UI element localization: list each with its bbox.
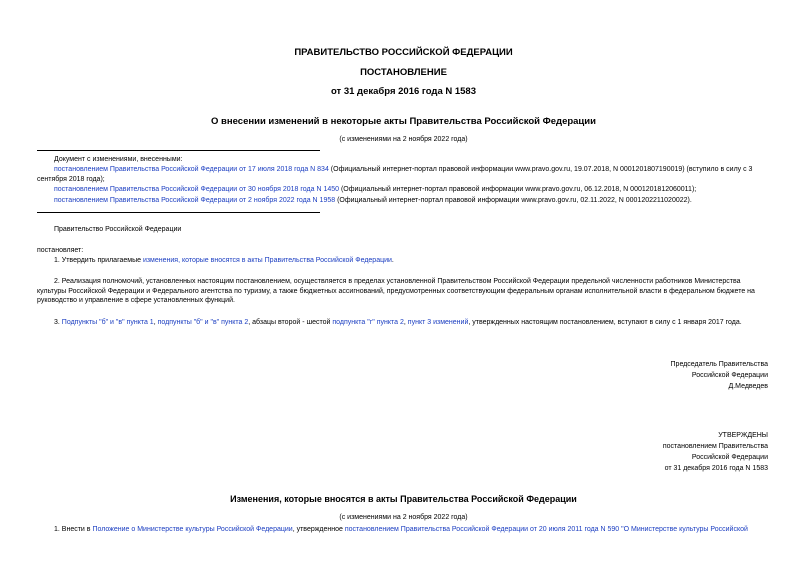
paragraph-3: 3. Подпункты "б" и "в" пункта 1, подпункты "б" и "в" пункта 2, абзацы второй - шестой подпункта "г" пункта 2, пункт 3 изменений, утвержденных настоящим постановлением, вступают в силу с 1 января 2017 года. [54,319,742,326]
signature-org: Российской Федерации [691,372,768,379]
signature-block [671,359,768,392]
change-text-1: (Официальный интернет-портал правовой информации www.pravo.gov.ru, 19.07.2018, N 0001201807190019) (вступило в силу с 3 сентября 2018 года); [37,166,753,183]
change-link-2[interactable]: постановлением Правительства Российской Федерации от 30 ноября 2018 года N 1450 [54,186,340,193]
approval-line-1: УТВЕРЖДЕНЫ [718,432,768,439]
date-heading: от 31 декабря 2016 года N 1583 [330,86,476,97]
approval-line-4: от 31 декабря 2016 года N 1583 [664,465,768,472]
approval-line-2: постановлением Правительства [662,443,768,450]
org-heading: ПРАВИТЕЛЬСТВО РОССИЙСКОЙ ФЕДЕРАЦИИ [294,47,513,58]
divider-bottom [37,212,320,213]
change-text-2: (Официальный интернет-портал правовой информации www.pravo.gov.ru, 06.12.2018, N 0001201812060011); [339,186,697,193]
annex-link-2[interactable]: постановлением Правительства Российской Федерации от 20 июля 2011 года N 590 "О Министерстве культуры Российской [344,526,748,533]
p3-link-3[interactable]: подпункта "г" пункта 2 [332,319,404,326]
change-link-1[interactable]: постановлением Правительства Российской Федерации от 17 июля 2018 года N 834 [54,166,329,173]
resolves-line: постановляет: [37,247,84,254]
p3-link-4[interactable]: пункт 3 изменений [407,319,469,326]
change-item-2 [54,185,696,195]
annex-title: Изменения, которые вносятся в акты Правительства Российской Федерации [230,494,577,504]
paragraph-1: 1. Утвердить прилагаемые изменения, которые вносятся в акты Правительства Российской Федерации. [54,257,394,264]
paragraph-2: 2. Реализация полномочий, установленных настоящим постановлением, осуществляется в пределах установленной Правительством Российской Федерации предельной численности работников Министерства культуры Российской Федерации и Федерального агентства по туризму, а также бюджетных ассигнований, предусмотренных соответствующим федеральным органам исполнительной власти в федеральном бюджете на руководство и управление в сфере установленных функций. [37,278,755,304]
annex-link-1[interactable]: Положение о Министерстве культуры Российской Федерации [92,526,293,533]
change-item-1 [37,165,770,184]
approval-line-3: Российской Федерации [691,454,768,461]
divider-top [37,150,320,151]
issuer-line: Правительство Российской Федерации [54,226,182,233]
annex-revision: (с изменениями на 2 ноября 2022 года) [339,514,468,521]
doc-type-heading: ПОСТАНОВЛЕНИЕ [360,67,447,78]
annex-paragraph-1: 1. Внести в Положение о Министерстве культуры Российской Федерации, утвержденное постановлением Правительства Российской Федерации от 20 июля 2011 года N 590 "О Министерстве культуры Российской [54,526,748,533]
change-link-3[interactable]: постановлением Правительства Российской Федерации от 2 ноября 2022 года N 1958 [54,197,336,204]
approval-block [663,430,768,474]
change-item-3 [54,196,692,206]
document-title: О внесении изменений в некоторые акты Правительства Российской Федерации [211,116,596,127]
signature-name: Д.Медведев [728,383,768,390]
p3-link-2[interactable]: подпункты "б" и "в" пункта 2 [157,319,249,326]
p3-link-1[interactable]: Подпункты "б" и "в" пункта 1 [61,319,154,326]
signature-title: Председатель Правительства [670,361,768,368]
approved-changes-link[interactable]: изменения, которые вносятся в акты Правительства Российской Федерации [142,257,392,264]
revision-note: (с изменениями на 2 ноября 2022 года) [339,136,468,143]
changes-intro: Документ с изменениями, внесенными: [54,156,183,163]
change-text-3: (Официальный интернет-портал правовой информации www.pravo.gov.ru, 02.11.2022, N 0001202211020022). [335,197,692,204]
